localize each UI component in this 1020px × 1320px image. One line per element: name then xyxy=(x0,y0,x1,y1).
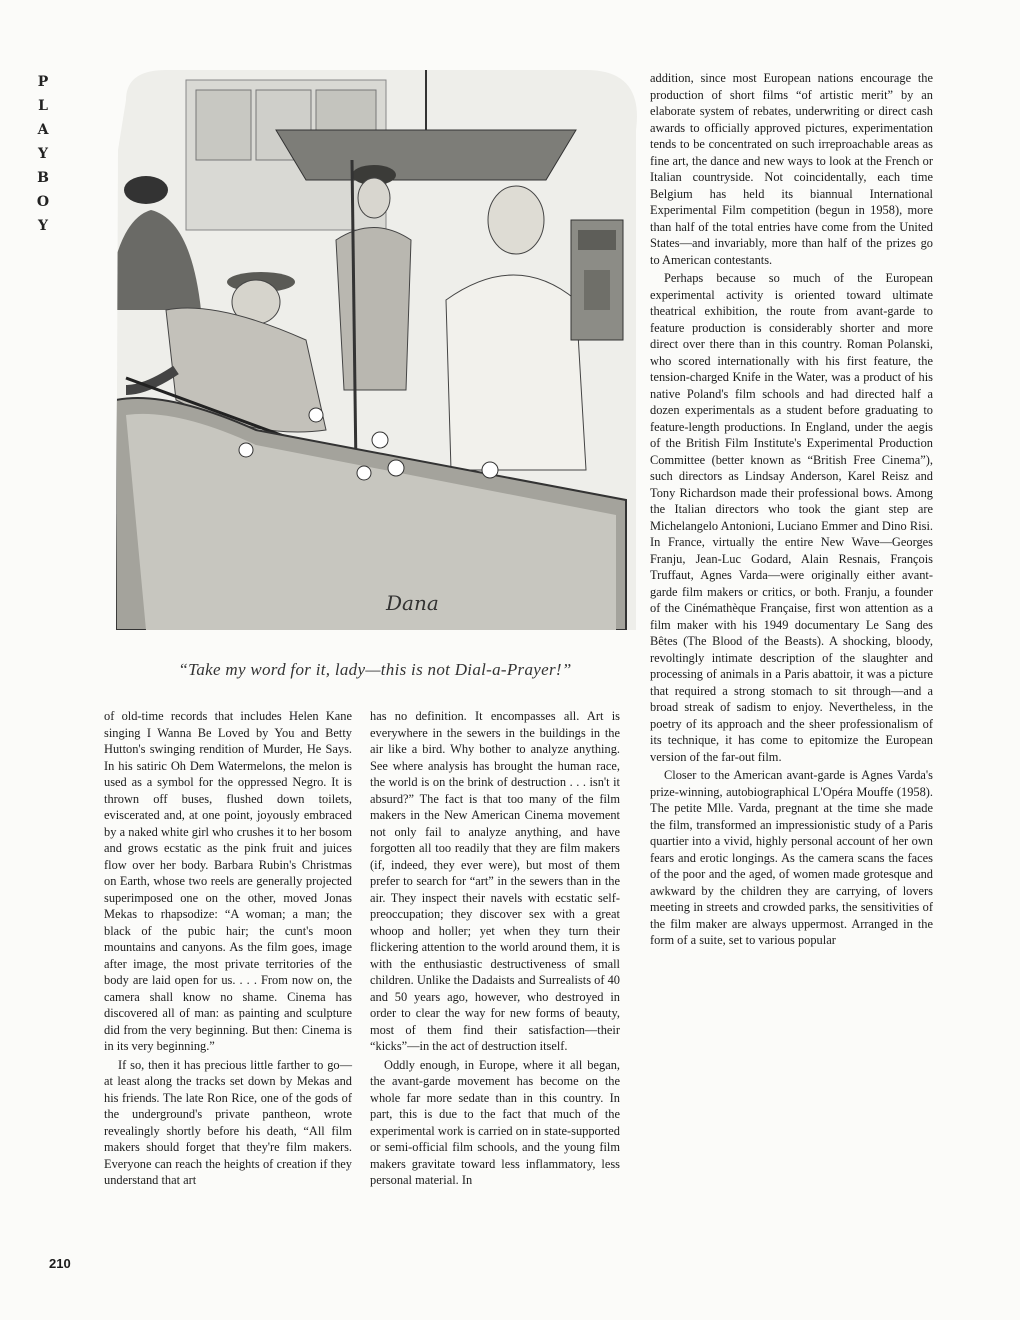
col3-paragraph-3: Closer to the American avant-garde is Agnes Varda's prize-winning, autobiographical L'Opéra Mouffe (1958). The petite Mlle. Varda, pregnant at the time she made the film, transformed an impressionistic study of a Paris quartier into a vivid, highly personal account of her own fears and erotic longings. As the camera scans the faces of the poor and the aged, of women made grotesque and awkward by the children they are carrying, of lovers meeting in streets and crowded parks, the sensitivities of the film maker are always uppermost. Arranged in the form of a suite, set to various popular xyxy=(650,768,933,947)
cartoonist-signature: Dana xyxy=(386,591,439,615)
col3-paragraph-1: addition, since most European nations encourage the production of short films “of artistic merit” by an elaborate system of rebates, underwriting or direct cash awards to officially approved pictures, experimentation tends to be concentrated on such irreproachable areas as fine art, the dance and new ways to look at the French or Italian countryside. Not coincidentally, each time Belgium has held its biannual International Experimental Film competition (begun in 1958), more than half of the total entries have come from the United States—and invariably, more than half of the prizes go to American contestants. xyxy=(650,71,933,267)
running-head xyxy=(31,70,55,238)
cartoon-caption: “Take my word for it, lady—this is not Dial-a-Prayer!” xyxy=(178,660,572,679)
running-head-letter-o: O xyxy=(36,194,50,210)
column-2 xyxy=(370,708,620,1189)
col1-paragraph-1: of old-time records that includes Helen Kane singing I Wanna Be Loved by You and Betty Hutton's swinging rendition of Murder, He Says. In his satiric Oh Dem Watermelons, the melon is used as a symbol for the oppressed Negro. It is thrown off buses, flushed down toilets, eviscerated and, at one point, joyously embraced by a naked white girl who crushes it to her bosom and grows ecstatic as the pink fruit and juices flow over her body. Barbara Rubin's Christmas on Earth, whose two reels are generally projected superimposed one on the other, moved Jonas Mekas to rhapsodize: “A woman; a man; the black of the pubic hair; the cunt's moon mountains and canyons. As the film goes, image after image, the most private territories of the body are laid open for us. . . . From now on, the camera shall know no shame. Cinema has discovered all of man: as painting and sculpture did from the very beginning. But then: Cinema is in its very beginning.” xyxy=(104,709,352,1053)
column-1 xyxy=(104,708,352,1189)
running-head-letter-b: B xyxy=(37,170,49,186)
page-number: 210 xyxy=(49,1256,71,1271)
col2-paragraph-1: has no definition. It encompasses all. Art is everywhere in the sewers in the buildings in the air like a bird. Why bother to analyze anything. See where analysis has brought the human race, the world is on the brink of destruction . . . isn't it absurd?” The fact is that too many of the film makers in the New American Cinema movement not only fail to analyze anything, and have forgotten all too readily that they are film makers (if, indeed, they ever were), but most of them prefer to search for “art” in the sewers than in the air. They inspect their navels with ecstatic self-preoccupation; they discover sex with a great whoop and holler; yet when they turn their flickering attention to the world around them, it is with the enthusiastic destructiveness of small children. Unlike the Dadaists and Surrealists of 40 and 50 years ago, however, who destroyed in order to clear the way for new forms of beauty, most of them find their satisfaction—their “kicks”—in the act of destruction itself. xyxy=(370,709,620,1053)
cartoon-illustration xyxy=(106,70,644,645)
running-head-letter-y: Y xyxy=(38,146,48,162)
running-head-letter-y2: Y xyxy=(38,218,48,234)
col3-paragraph-2: Perhaps because so much of the European experimental activity is oriented toward ultimate theatrical exhibition, the route from avant-garde to feature production is considerably shorter and more direct over there than in this country. Roman Polanski, who scored internationally with his first feature, the tension-charged Knife in the Water, was a product of his native Poland's film schools and had directed half a dozen experimentals as a student before graduating to feature-length productions. In England, under the aegis of the British Film Institute's Experimental Production Committee (better known as “British Free Cinema”), such directors as Lindsay Anderson, Karel Reisz and Tony Richardson made their professional bows. Among the Italian directors who took the giant step are Michelangelo Antonioni, Luciano Emmer and Dino Risi. In France, virtually the entire New Wave—Georges Franju, Jean-Luc Godard, Alain Resnais, François Truffaut, Agnes Varda—were originally either avant-garde film makers or critics, or both. Franju, a founder of the Cinémathèque Française, first won attention as a film maker with his 1949 documentary Le Sang des Bêtes (The Blood of the Beasts). A shocking, bloody, revoltingly intimate description of the slaughter and processing of animals in a Paris abattoir, it was a picture that required a strong stomach to sit through—and a broad streak of sadism to enjoy. Nevertheless, in the poetry of its approach and the sheer professionalism of its technique, it has come to epitomize the European version of the far-out film. xyxy=(650,271,933,764)
running-head-letter-l: L xyxy=(38,98,48,114)
running-head-letter-a: A xyxy=(37,122,49,138)
running-head-letter-p: P xyxy=(37,74,49,90)
col1-paragraph-2: If so, then it has precious little farther to go—at least along the tracks set down by Mekas and his friends. The late Ron Rice, one of the gods of the underground's private pantheon, wrote revealingly shortly before his death, “All film makers should forget that they're film makers. Everyone can reach the heights of creation if they understand that art xyxy=(104,1057,352,1187)
col2-paragraph-2: Oddly enough, in Europe, where it all began, the avant-garde movement has become on the whole far more sedate than in this country. In part, this is due to the fact that much of the experimental work is carried on in state-supported or semi-official film schools, and the young film makers gravitate toward less inflammatory, less personal material. In xyxy=(370,1057,620,1187)
column-3 xyxy=(650,70,933,949)
